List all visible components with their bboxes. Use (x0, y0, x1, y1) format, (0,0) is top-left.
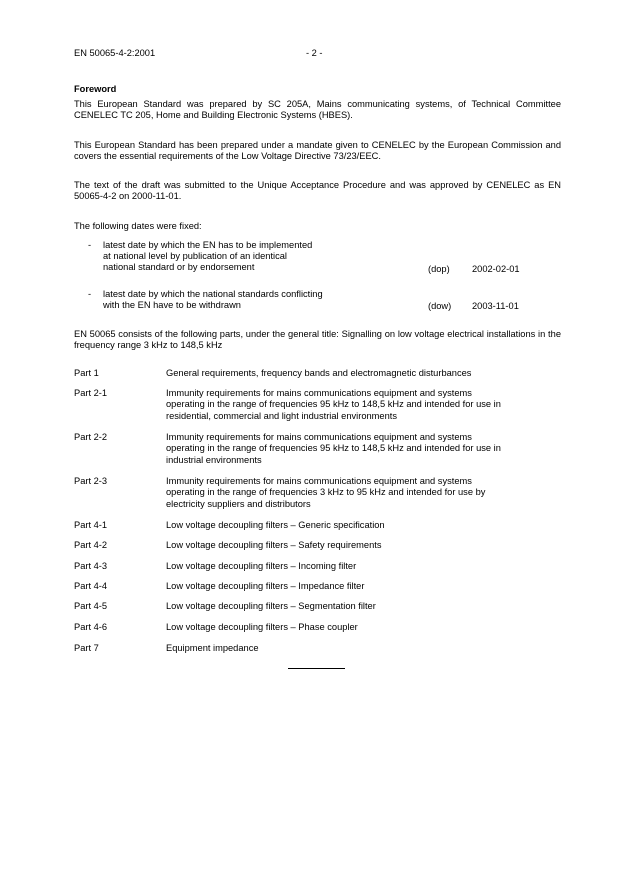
dates-intro: The following dates were fixed: (74, 221, 202, 231)
part-title-line: Low voltage decoupling filters – Phase coupler (166, 622, 358, 632)
part-label: Part 4-3 (74, 561, 108, 571)
document-id: EN 50065-4-2:2001 (74, 48, 156, 58)
date-text-line: latest date by which the EN has to be implemented (103, 240, 313, 250)
parts-intro: EN 50065 consists of the following parts, under the general title: Signalling on low voltage electrical installations in the frequency range 3 kHz to 148,5 kHz (74, 329, 561, 351)
part-title-line: industrial environments (166, 455, 262, 465)
page-number: - 2 - (306, 48, 323, 58)
foreword-paragraph: The text of the draft was submitted to the Unique Acceptance Procedure and was approved by CENELEC as EN 50065-4-2 on 2000-11-01. (74, 180, 561, 202)
part-label: Part 4-5 (74, 601, 108, 611)
part-label: Part 4-2 (74, 540, 108, 550)
date-text-line: latest date by which the national standards conflicting (103, 289, 323, 299)
foreword-heading: Foreword (74, 84, 117, 94)
part-title-line: General requirements, frequency bands and electromagnetic disturbances (166, 368, 472, 378)
date-text-line: with the EN have to be withdrawn (103, 300, 241, 310)
part-title-line: operating in the range of frequencies 95 kHz to 148,5 kHz and intended for use in (166, 443, 501, 453)
part-title-line: Immunity requirements for mains communications equipment and systems (166, 476, 472, 486)
part-label: Part 4-1 (74, 520, 108, 530)
date-text-line: at national level by publication of an identical (103, 251, 287, 261)
date-bullet: - (88, 289, 92, 299)
part-title-line: operating in the range of frequencies 3 kHz to 95 kHz and intended for use by (166, 487, 486, 497)
part-title-line: electricity suppliers and distributors (166, 499, 311, 509)
part-title-line: operating in the range of frequencies 95 kHz to 148,5 kHz and intended for use in (166, 399, 501, 409)
part-title-line: Immunity requirements for mains communications equipment and systems (166, 432, 472, 442)
date-value: 2002-02-01 (472, 264, 520, 274)
part-label: Part 4-4 (74, 581, 108, 591)
end-rule (288, 668, 345, 669)
part-title-line: Low voltage decoupling filters – Impedance filter (166, 581, 365, 591)
date-text-line: national standard or by endorsement (103, 262, 255, 272)
part-label: Part 4-6 (74, 622, 108, 632)
date-code: (dop) (428, 264, 450, 274)
part-title-line: Equipment impedance (166, 643, 259, 653)
date-code: (dow) (428, 301, 452, 311)
part-title-line: Low voltage decoupling filters – Incoming filter (166, 561, 357, 571)
date-bullet: - (88, 240, 92, 250)
foreword-paragraph: This European Standard was prepared by SC 205A, Mains communicating systems, of Technical Committee CENELEC TC 205, Home and Building Electronic Systems (HBES). (74, 99, 561, 121)
part-title-line: Low voltage decoupling filters – Generic specification (166, 520, 385, 530)
part-title-line: Immunity requirements for mains communications equipment and systems (166, 388, 472, 398)
part-label: Part 2-1 (74, 388, 108, 398)
part-label: Part 1 (74, 368, 99, 378)
part-title-line: residential, commercial and light industrial environments (166, 411, 397, 421)
foreword-paragraph: This European Standard has been prepared under a mandate given to CENELEC by the European Commission and covers the essential requirements of the Low Voltage Directive 73/23/EEC. (74, 140, 561, 162)
part-label: Part 2-3 (74, 476, 108, 486)
part-title-line: Low voltage decoupling filters – Segmentation filter (166, 601, 376, 611)
part-title-line: Low voltage decoupling filters – Safety requirements (166, 540, 382, 550)
part-label: Part 2-2 (74, 432, 108, 442)
date-value: 2003-11-01 (472, 301, 519, 311)
part-label: Part 7 (74, 643, 99, 653)
